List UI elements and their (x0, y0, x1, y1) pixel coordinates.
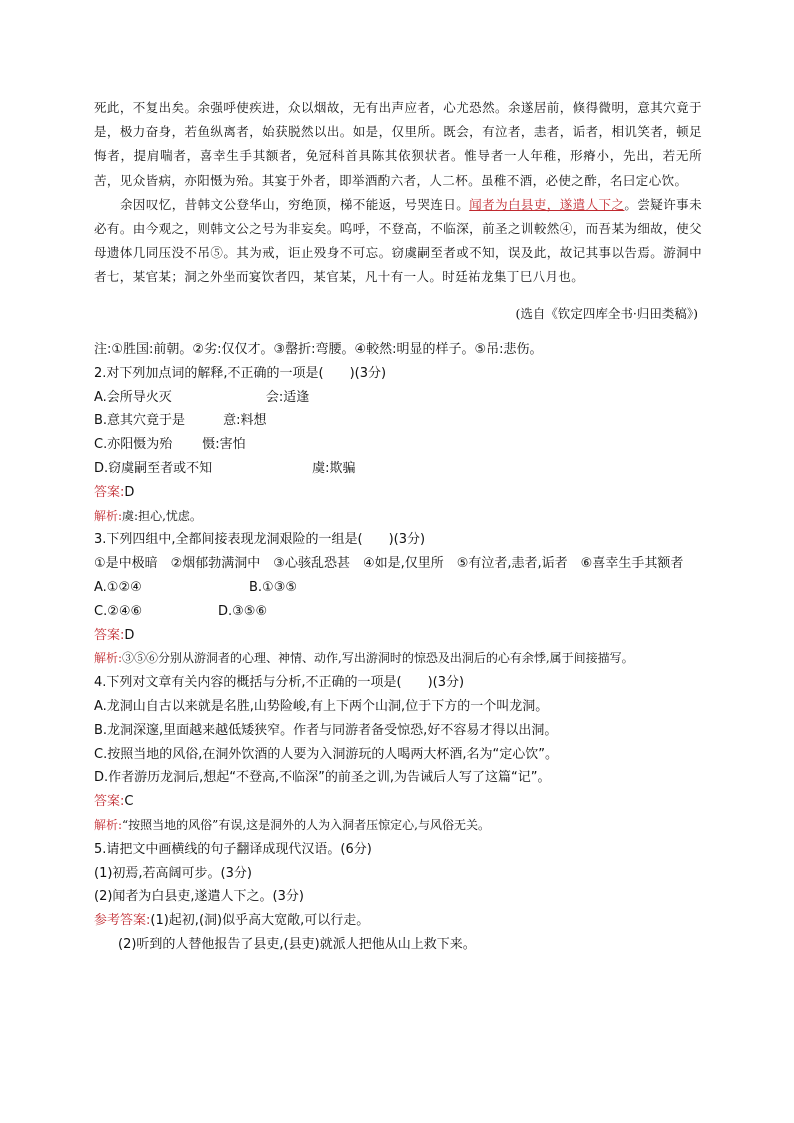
passage-paragraph-2 (94, 193, 702, 290)
explanation-label: 解析: (94, 817, 123, 832)
q5-answer-2: (2)听到的人替他报告了县吏,(县吏)就派人把他从山上救下来。 (118, 936, 476, 952)
passage-text: 。尝疑许事未必有。由今观之，则韩文公之号为非妄矣。呜呼，不登高，不临深，前圣之训較然④，而吾某为细故，使父母遗体几同压没不吊⑤。其为戒，讵止殁身不可忘。窃虞嗣至者或不知，误及此，故记其事以告焉。游洞中者七，某官某；洞之外坐而宴饮者四，某官某，凡十有一人。时廷祐龙集丁巳八月也。 (94, 196, 702, 285)
question-4-stem: 4.下列对文章有关内容的概括与分析,不正确的一项是( )(3分) (94, 675, 465, 691)
q3-option-d: D.③⑤⑥ (218, 603, 268, 619)
questions-section (94, 338, 706, 957)
q4-option-c: C.按照当地的风俗,在洞外饮酒的人要为入洞游玩的人喝两大杯酒,名为“定心饮”。 (94, 746, 558, 762)
classical-passage (94, 96, 702, 290)
q4-option-d: D.作者游历龙洞后,想起“不登高,不临深”的前圣之训,为告诫后人写了这篇“记”。 (94, 770, 551, 786)
underlined-sentence: 闻者为白县吏，遂遣人下之 (469, 196, 625, 212)
question-5-stem: 5.请把文中画横线的句子翻译成现代汉语。(6分) (94, 841, 372, 857)
q3-answer (94, 624, 706, 648)
q5-sentence-1: (1)初焉,若高阔可步。(3分) (94, 865, 252, 881)
q2-option-c (94, 433, 706, 457)
explanation-label: 解析: (94, 651, 123, 666)
q2-answer (94, 481, 706, 505)
q3-options-cd (94, 600, 706, 624)
question-2-stem: 2.对下列加点词的解释,不正确的一项是( )(3分) (94, 365, 387, 381)
answer-value: D (124, 484, 135, 500)
answer-label: 答案: (94, 627, 125, 643)
answer-label: 答案: (94, 794, 125, 810)
explanation-text: 虞:担心,忧虑。 (122, 508, 202, 523)
passage-paragraph-1: 死此，不复出矣。余强呼使疾进，众以烟故，无有出声应者，心尤恐然。余遂居前，倏得微明，意其穴竟于是，极力奋身，若鱼纵离者，始获脱然以出。如是，仅里所。既会，有泣者，恚者，诟者，相讥笑者，顿足悔者，提肩喘者，喜幸生手其额者，免冠科首具陈其依狈状者。惟导者一人年稚，形瘠小，先出，若无所苦，见众皆病，亦阳慑为殆。其宴于外者，即举酒酌六者，人二杯。虽稚不酒，必使之酢，名曰定心饮。 (94, 100, 702, 188)
q4-answer (94, 790, 706, 814)
q2-a-gloss: 会:适逢 (265, 389, 310, 405)
q3-option-c: C.②④⑥ (94, 603, 143, 619)
q3-options-ab (94, 576, 706, 600)
reference-answer-1: (1)起初,(洞)似乎高大宽敞,可以行走。 (150, 913, 370, 929)
q2-d-gloss: 虞:欺骗 (312, 460, 356, 476)
footnote: 注:①胜国:前朝。②劣:仅仅才。③罄折:弯腰。④較然:明显的样子。⑤吊:悲伤。 (94, 342, 543, 357)
q2-option-b (94, 409, 706, 433)
explanation-label: 解析: (94, 508, 123, 523)
reference-answer-label: 参考答案: (94, 913, 151, 929)
answer-value: D (124, 627, 135, 643)
explanation-text: ③⑤⑥分别从游洞者的心理、神情、动作,写出游洞时的惊恐及出洞后的心有余悸,属于间接描写。 (122, 651, 634, 666)
answer-label: 答案: (94, 484, 125, 500)
q2-a-text: A.会所导火灭 (94, 389, 172, 405)
passage-text: 余因叹忆，昔韩文公登华山，穷绝顶，梯不能返，号哭连日。 (120, 196, 470, 212)
q4-option-a: A.龙洞山自古以来就是名胜,山势险峻,有上下两个山洞,位于下方的一个叫龙洞。 (94, 698, 549, 714)
explanation-text: “按照当地的风俗”有误,这是洞外的人为入洞者压惊定心,与风俗无关。 (122, 817, 490, 832)
q5-answer-1 (94, 909, 706, 933)
q2-d-text: D.窃虞嗣至者或不知 (94, 460, 213, 476)
q2-explanation (94, 505, 706, 529)
q2-option-a (94, 386, 706, 410)
q4-option-b: B.龙洞深邃,里面越来越低矮狭窄。作者与同游者备受惊恐,好不容易才得以出洞。 (94, 722, 558, 738)
q5-sentence-2: (2)闻者为白县吏,遂遣人下之。(3分) (94, 889, 304, 905)
q2-b-text: B.意其穴竟于是 (94, 413, 186, 429)
q3-option-a: A.①②④ (94, 579, 142, 595)
q2-b-gloss: 意:料想 (223, 413, 267, 429)
source-citation: (选自《钦定四库全书·归田类稿》) (515, 306, 698, 321)
q3-items: ①是中极暗 ②烟郁勃满洞中 ③心骇乱恐甚 ④如是,仅里所 ⑤有泣者,恚者,诟者 ⑥喜幸生手其额者 (94, 556, 684, 572)
question-3-stem: 3.下列四组中,全都间接表现龙洞艰险的一组是( )(3分) (94, 532, 426, 548)
q2-c-text: C.亦阳慑为殆 (94, 437, 173, 453)
answer-value: C (124, 794, 134, 810)
q2-c-gloss: 慑:害怕 (202, 437, 246, 453)
q3-explanation (94, 647, 706, 671)
q3-option-b: B.①③⑤ (249, 579, 298, 595)
q2-option-d (94, 457, 706, 481)
q4-explanation (94, 814, 706, 838)
